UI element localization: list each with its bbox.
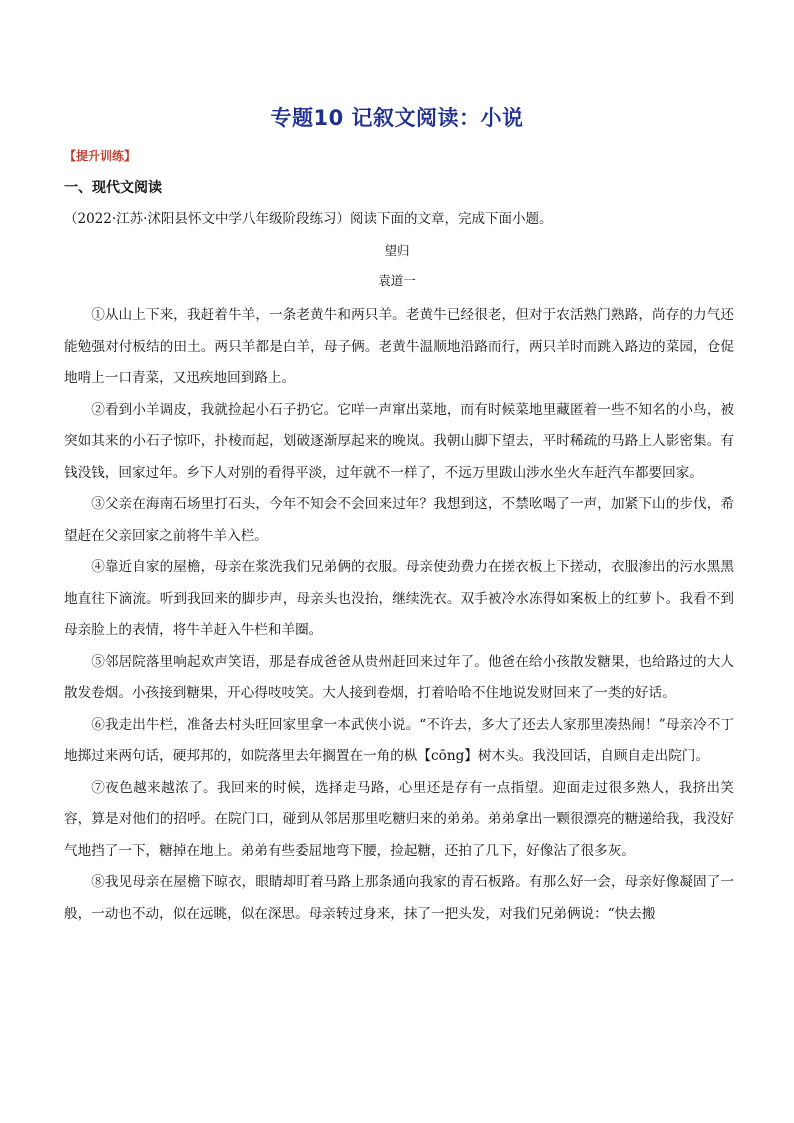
paragraph-7: ⑦夜色越来越浓了。我回来的时候，选择走马路，心里还是存有一点指望。迎面走过很多熟人，我挤出笑容，算是对他们的招呼。在院门口，碰到从邻居那里吃糖归来的弟弟。弟弟拿出一颗很漂亮的糖递给我，我没好气地挡了一下，糖掉在地上。弟弟有些委屈地弯下腰，捡起糖，还拍了几下，好像沾了很多灰。 — [64, 779, 734, 859]
paragraph-5: ⑤邻居院落里响起欢声笑语，那是春成爸爸从贵州赶回来过年了。他爸在给小孩散发糖果，也给路过的大人散发卷烟。小孩接到糖果，开心得吱吱笑。大人接到卷烟，打着哈哈不住地说发财回来了一类的好话。 — [64, 653, 734, 701]
question-intro: （2022·江苏·沭阳县怀文中学八年级阶段练习）阅读下面的文章，完成下面小题。 — [64, 211, 553, 227]
section-heading: 一、现代文阅读 — [64, 180, 162, 196]
passage-title: 望归 — [384, 243, 410, 258]
paragraph-4: ④靠近自家的屋檐，母亲在浆洗我们兄弟俩的衣服。母亲使劲费力在搓衣板上下搓动，衣服渗出的污水黑黑地直往下滴流。听到我回来的脚步声，母亲头也没抬，继续洗衣。双手被冷水冻得如案板上的红萝卜。我看不到母亲脸上的表情，将牛羊赶入牛栏和羊圈。 — [64, 559, 734, 638]
training-tag: 【提升训练】 — [64, 149, 137, 163]
passage-author: 袁道一 — [378, 273, 416, 288]
paragraph-1: ①从山上下来，我赶着牛羊，一条老黄牛和两只羊。老黄牛已经很老，但对于农活熟门熟路，尚存的力气还能勉强对付板结的田土。两只羊都是白羊，母子俩。老黄牛温顺地沿路而行，两只羊时而跳入路边的菜园，仓促地啃上一口青菜，又迅疾地回到路上。 — [64, 307, 734, 386]
paragraph-6: ⑥我走出牛栏，准备去村头旺回家里拿一本武侠小说。“不许去，多大了还去人家那里凑热闹！”母亲冷不丁地掷过来两句话，硬邦邦的，如院落里去年搁置在一角的枞【cōng】树木头。我没回话，自顾自走出院门。 — [64, 716, 734, 764]
paragraph-2: ②看到小羊调皮，我就捡起小石子扔它。它咩一声窜出菜地，而有时候菜地里藏匿着一些不知名的小鸟，被突如其来的小石子惊吓，扑棱而起，划破逐渐厚起来的晚岚。我朝山脚下望去，平时稀疏的马路上人影密集。有钱没钱，回家过年。乡下人对别的看得平淡，过年就不一样了，不远万里跋山涉水坐火车赶汽车都要回家。 — [64, 401, 734, 481]
page-title: 专题10 记叙文阅读：小说 — [270, 106, 524, 130]
paragraph-3: ③父亲在海南石场里打石头，今年不知会不会回来过年？我想到这，不禁吆喝了一声，加紧下山的步伐，希望赶在父亲回家之前将牛羊入栏。 — [64, 496, 734, 544]
paragraph-8: ⑧我见母亲在屋檐下晾衣，眼睛却盯着马路上那条通向我家的青石板路。有那么好一会，母亲好像凝固了一般，一动也不动，似在远眺，似在深思。母亲转过身来，抹了一把头发，对我们兄弟俩说：“快去搬 — [64, 874, 734, 922]
passage-body — [64, 300, 734, 930]
